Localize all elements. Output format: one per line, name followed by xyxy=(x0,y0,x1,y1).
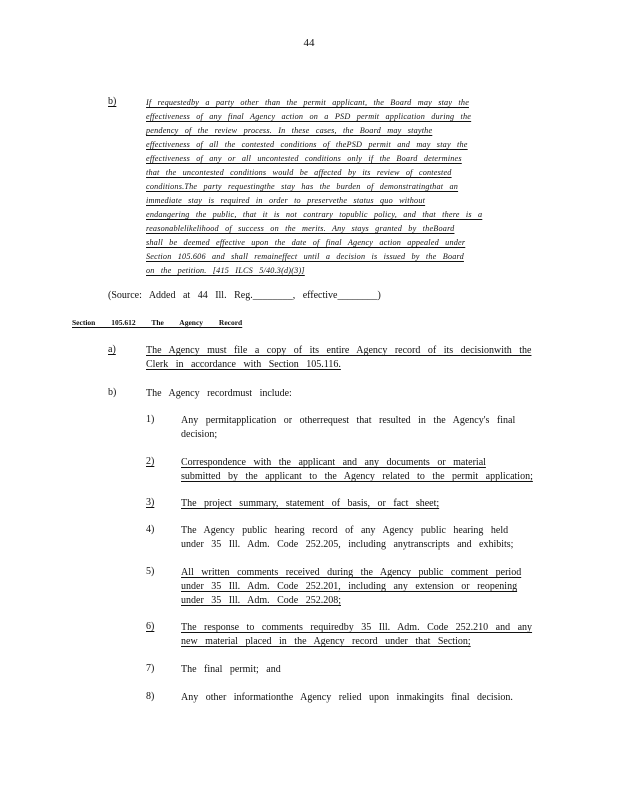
list-item xyxy=(181,456,551,484)
text-line: on the petition. [415 ILCS 5/40.3(d)(3)] xyxy=(146,266,305,275)
item-number: 7) xyxy=(146,663,155,674)
text-line: The response to comments requiredby 35 Ill. Adm. Code 252.210 and any xyxy=(181,622,533,633)
item-number: 1) xyxy=(146,414,155,425)
text-line: All written comments received during the Agency public comment period xyxy=(181,567,522,578)
text-line: pendency of the review process. In these cases, the Board may staythe xyxy=(146,126,433,135)
item-number: 3) xyxy=(146,497,155,508)
text-line: The Agency public hearing record of any Agency public hearing held xyxy=(181,525,509,536)
item-number: 2) xyxy=(146,456,155,467)
source-note: (Source: Added at 44 Ill. Reg.________, effective________) xyxy=(108,290,381,301)
list-item xyxy=(181,524,551,552)
text-line: Correspondence with the applicant and any documents or material xyxy=(181,457,486,468)
list-item xyxy=(181,621,551,649)
item-number: 5) xyxy=(146,566,155,577)
text-line: shall be deemed effective upon the date of final Agency action appealed under xyxy=(146,238,466,247)
subsection-a-text xyxy=(146,344,546,372)
text-line: under 35 Ill. Adm. Code 252.208; xyxy=(181,595,341,606)
text-line: submitted by the applicant to the Agency related to the permit application; xyxy=(181,471,533,482)
text-line: endangering the public, that it is not contrary topublic policy, and that there is a xyxy=(146,210,483,219)
list-item xyxy=(181,566,551,608)
subsection-b-prev-label: b) xyxy=(108,96,117,107)
subsection-b-prev-text xyxy=(146,96,546,278)
text-line: new material placed in the Agency record under that Section; xyxy=(181,636,471,647)
text-line: Any other informationthe Agency relied upon inmakingits final decision. xyxy=(181,692,513,703)
subsection-b-label: b) xyxy=(108,387,117,398)
text-line: The final permit; and xyxy=(181,664,281,675)
page-number: 44 xyxy=(303,37,315,49)
text-line: The Agency must file a copy of its entire Agency record of its decisionwith the xyxy=(146,345,532,356)
section-heading: Section 105.612 The Agency Record xyxy=(72,318,243,327)
subsection-b-text: The Agency recordmust include: xyxy=(146,388,292,399)
text-line: Clerk in accordance with Section 105.116. xyxy=(146,359,341,370)
text-line: Section 105.606 and shall remaineffect until a decision is issued by the Board xyxy=(146,252,464,261)
text-line: effectiveness of any final Agency action on a PSD permit application during the xyxy=(146,112,472,121)
list-item xyxy=(181,497,551,511)
text-line: immediate stay is required in order to preservethe status quo without xyxy=(146,196,426,205)
text-line: Any permitapplication or otherrequest that resulted in the Agency's final xyxy=(181,415,516,426)
text-line: effectiveness of all the contested conditions of thePSD permit and may stay the xyxy=(146,140,468,149)
item-number: 8) xyxy=(146,691,155,702)
text-line: decision; xyxy=(181,429,218,440)
item-number: 4) xyxy=(146,524,155,535)
text-line: under 35 Ill. Adm. Code 252.201, including any extension or reopening xyxy=(181,581,518,592)
subsection-a-label: a) xyxy=(108,344,116,355)
text-line: reasonablelikelihood of success on the merits. Any stays granted by theBoard xyxy=(146,224,455,233)
text-line: conditions.The party requestingthe stay has the burden of demonstratingthat an xyxy=(146,182,459,191)
text-line: under 35 Ill. Adm. Code 252.205, including anytranscripts and exhibits; xyxy=(181,539,514,550)
list-item xyxy=(181,691,551,705)
text-line: The project summary, statement of basis, or fact sheet; xyxy=(181,498,440,509)
text-line: If requestedby a party other than the permit applicant, the Board may stay the xyxy=(146,98,470,107)
list-item xyxy=(181,414,551,442)
text-line: that the uncontested conditions would be affected by its review of contested xyxy=(146,168,452,177)
text-line: effectiveness of any or all uncontested conditions only if the Board determines xyxy=(146,154,462,163)
item-number: 6) xyxy=(146,621,155,632)
list-item xyxy=(181,663,551,677)
